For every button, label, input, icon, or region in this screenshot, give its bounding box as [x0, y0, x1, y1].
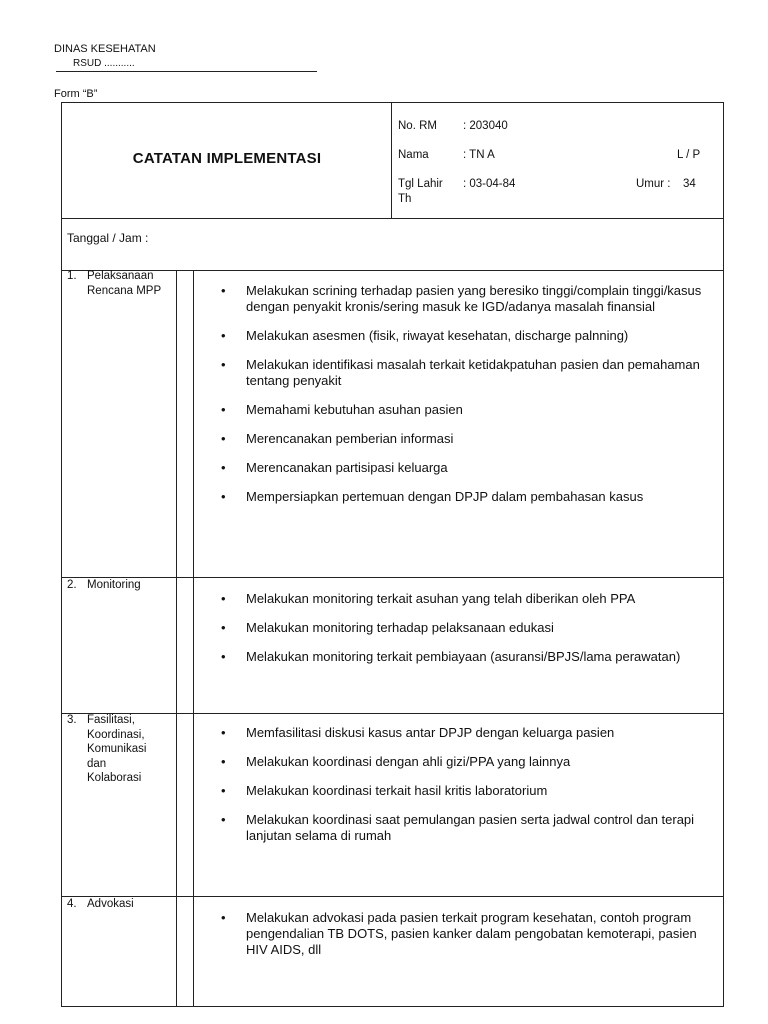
section-number: 4. — [67, 898, 77, 910]
section-label — [67, 713, 163, 786]
section-label — [67, 269, 171, 298]
list-item: • Melakukan identifikasi masalah terkait ketidakpatuhan pasien dan pemahaman tentang penyakit — [221, 357, 700, 388]
rm-value: : 203040 — [463, 120, 508, 132]
section-2-list — [218, 591, 706, 678]
hospital-name: RSUD ........... — [56, 58, 317, 72]
form-label: Form “B” — [54, 88, 98, 100]
agency-name: DINAS KESEHATAN — [54, 43, 156, 55]
bullet-icon: • — [221, 783, 226, 798]
list-item: • Melakukan monitoring terhadap pelaksanaan edukasi — [221, 620, 554, 635]
list-item: • Mempersiapkan pertemuan dengan DPJP dalam pembahasan kasus — [221, 489, 644, 504]
bullet-icon: • — [221, 283, 226, 298]
name-value: : TN A — [463, 149, 495, 161]
list-item: • Memfasilitasi diskusi kasus antar DPJP dengan keluarga pasien — [221, 725, 615, 740]
list-item: • Melakukan scrining terhadap pasien yang beresiko tinggi/complain tinggi/kasus dengan penyakit kronis/sering masuk ke IGD/adanya masalah finansial — [221, 283, 702, 314]
list-item: • Melakukan monitoring terkait pembiayaan (asuransi/BPJS/lama perawatan) — [221, 649, 681, 664]
bullet-icon: • — [221, 357, 226, 372]
section-title: Fasilitasi, Koordinasi, Komunikasi dan Kolaborasi — [87, 714, 147, 784]
bullet-icon: • — [221, 591, 226, 606]
list-item: • Merencanakan pemberian informasi — [221, 431, 454, 446]
bullet-icon: • — [221, 402, 226, 417]
section-3-list — [218, 725, 706, 857]
section-4-list — [218, 910, 706, 971]
bullet-icon: • — [221, 754, 226, 769]
section-number: 2. — [67, 579, 77, 591]
date-time-label: Tanggal / Jam : — [67, 231, 149, 245]
age-value: 34 — [683, 178, 696, 190]
dob-label: Tgl Lahir — [398, 178, 443, 190]
section-1-list — [218, 283, 706, 518]
date-row — [61, 218, 724, 271]
list-item: • Melakukan koordinasi terkait hasil kritis laboratorium — [221, 783, 548, 798]
bullet-icon: • — [221, 649, 226, 664]
section-title: Advokasi — [87, 898, 134, 910]
section-label — [67, 897, 171, 912]
list-item: • Melakukan koordinasi saat pemulangan pasien serta jadwal control dan terapi lanjutan selama di rumah — [221, 812, 695, 843]
section-title: Monitoring — [87, 579, 141, 591]
bullet-icon: • — [221, 620, 226, 635]
bullet-icon: • — [221, 812, 226, 827]
bullet-icon: • — [221, 489, 226, 504]
list-item: • Melakukan advokasi pada pasien terkait program kesehatan, contoh program pengendalian TB DOTS, pasien kanker dalam pengobatan kemoterapi, pasien HIV AIDS, dll — [221, 910, 697, 957]
list-item: • Melakukan monitoring terkait asuhan yang telah diberikan oleh PPA — [221, 591, 636, 606]
section-label — [67, 578, 171, 593]
list-item: • Memahami kebutuhan asuhan pasien — [221, 402, 463, 417]
document-title: CATATAN IMPLEMENTASI — [132, 150, 322, 167]
list-item: • Melakukan koordinasi dengan ahli gizi/PPA yang lainnya — [221, 754, 571, 769]
rm-label: No. RM — [398, 120, 437, 132]
dob-value: : 03-04-84 — [463, 178, 516, 190]
list-item: • Merencanakan partisipasi keluarga — [221, 460, 448, 475]
sex-field: L / P — [677, 149, 701, 161]
list-item: • Melakukan asesmen (fisik, riwayat kesehatan, discharge palnning) — [221, 328, 629, 343]
bullet-icon: • — [221, 460, 226, 475]
section-number: 3. — [67, 714, 77, 726]
section-title: Pelaksanaan Rencana MPP — [87, 270, 162, 297]
name-label: Nama — [398, 149, 429, 161]
section-number: 1. — [67, 270, 77, 282]
dob-label-continued: Th — [398, 193, 412, 205]
bullet-icon: • — [221, 328, 226, 343]
bullet-icon: • — [221, 910, 226, 925]
bullet-icon: • — [221, 431, 226, 446]
age-label: Umur : — [636, 178, 671, 190]
bullet-icon: • — [221, 725, 226, 740]
